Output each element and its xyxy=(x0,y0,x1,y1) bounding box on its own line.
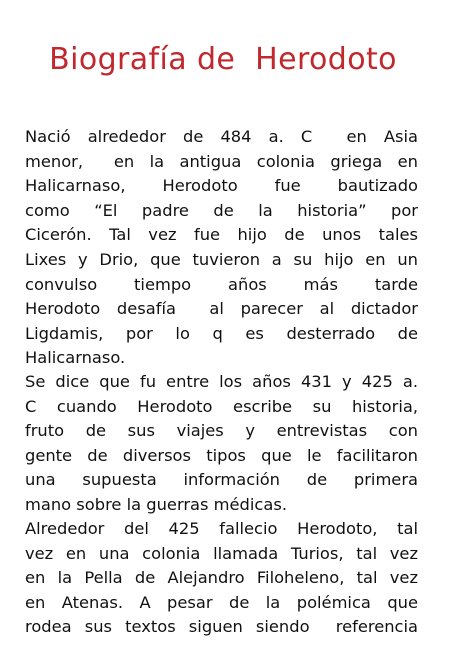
text-line: en la Pella de Alejandro Filoheleno, tal vez xyxy=(25,568,418,588)
text-line: Lixes y Drio, que tuvieron a su hijo en un xyxy=(25,249,418,269)
text-line: gente de diversos tipos que le facilitaron xyxy=(25,445,418,465)
paragraph-birth xyxy=(25,125,418,371)
text-line: Herodoto desafía al parecer al dictador xyxy=(25,299,418,319)
text-line: vez en una colonia llamada Turios, tal vez xyxy=(25,543,418,563)
text-line: una supuesta información de primera xyxy=(25,470,418,490)
text-line: C cuando Herodoto escribe su historia, xyxy=(25,396,418,416)
text-line: Ligdamis, por lo q es desterrado de xyxy=(25,323,418,343)
paragraph-death xyxy=(25,517,418,640)
text-line: menor, en la antigua colonia griega en xyxy=(25,151,418,171)
text-line: fruto de sus viajes y entrevistas con xyxy=(25,421,418,441)
paragraph-history xyxy=(25,370,418,518)
text-line: Halicarnaso, Herodoto fue bautizado xyxy=(25,176,418,196)
page-title: Biografía de Herodoto xyxy=(49,42,397,77)
text-line: convulso tiempo años más tarde xyxy=(25,274,418,294)
text-line: Cicerón. Tal vez fue hijo de unos tales xyxy=(25,225,418,245)
text-line: en Atenas. A pesar de la polémica que xyxy=(25,592,418,612)
text-line: Nació alrededor de 484 a. C en Asia xyxy=(25,127,418,146)
text-line: Se dice que fu entre los años 431 y 425 a. xyxy=(25,372,418,391)
text-line: Halicarnaso. xyxy=(25,348,126,368)
text-line: como “El padre de la historia” por xyxy=(25,200,418,220)
text-line: mano sobre la guerras médicas. xyxy=(25,494,288,514)
text-line: rodea sus textos siguen siendo referencia xyxy=(25,617,418,637)
text-line: Alrededor del 425 fallecio Herodoto, tal xyxy=(25,519,418,538)
